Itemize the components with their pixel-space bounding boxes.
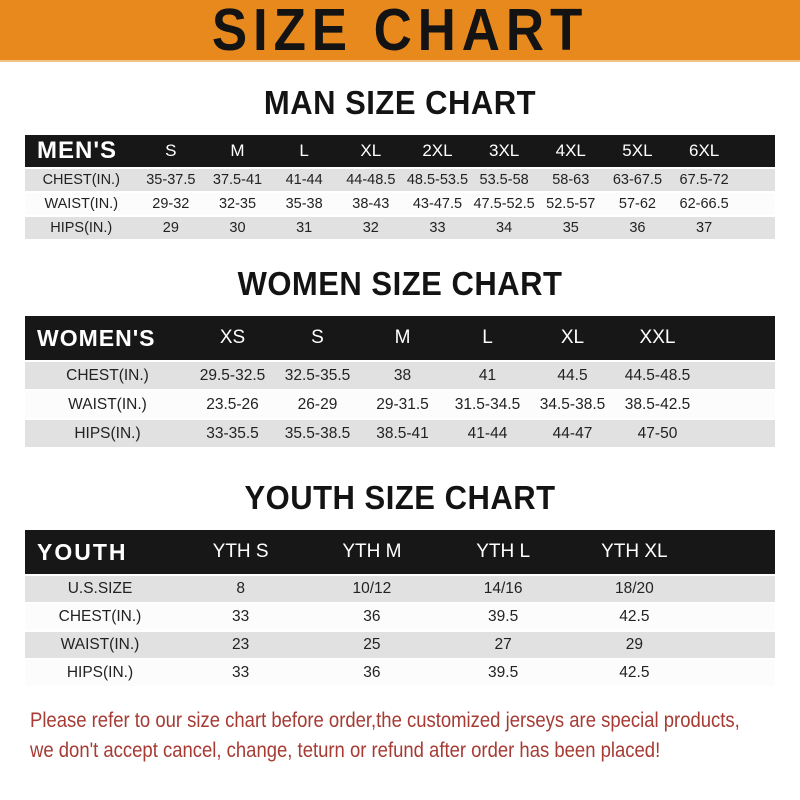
- column-header: XS: [190, 316, 275, 361]
- table-row: [25, 603, 775, 631]
- row-spacer-cell: [700, 361, 775, 390]
- size-cell: 30: [229, 220, 246, 236]
- size-cell: 41-44: [285, 172, 323, 188]
- size-cell: 14/16: [483, 580, 523, 597]
- size-cell: 47-50: [637, 424, 678, 442]
- size-cell: 29-31.5: [376, 395, 429, 413]
- size-table: [25, 135, 775, 241]
- size-cell: 41-44: [467, 424, 508, 442]
- size-cell: 25: [363, 636, 381, 653]
- row-label: HIPS(IN.): [50, 220, 113, 236]
- footer-line-2: [30, 736, 800, 766]
- size-cell: 58-63: [552, 172, 590, 188]
- size-table: [25, 316, 775, 449]
- row-spacer-cell: [700, 631, 775, 659]
- table-row: [25, 419, 775, 448]
- women-size-chart-section: [25, 264, 775, 449]
- column-header: M: [204, 135, 271, 168]
- table-row: [25, 192, 775, 216]
- size-cell: 32: [362, 220, 379, 236]
- table-row: [25, 361, 775, 390]
- size-cell: 35: [562, 220, 579, 236]
- footer-line-2-text: we don't accept cancel, change, teturn or refund after order has been placed!: [30, 739, 661, 762]
- column-header: XL: [530, 316, 615, 361]
- size-cell: 34: [496, 220, 513, 236]
- size-cell: 38-43: [352, 196, 390, 212]
- table-header-row: [25, 316, 775, 361]
- table-row: [25, 575, 775, 603]
- row-spacer-cell: [738, 168, 776, 192]
- size-cell: 37: [696, 220, 713, 236]
- row-label: HIPS(IN.): [66, 664, 134, 681]
- banner: [0, 0, 800, 62]
- row-label: CHEST(IN.): [58, 608, 142, 625]
- header-spacer-cell: [738, 135, 776, 168]
- size-cell: 29-32: [152, 196, 190, 212]
- size-cell: 23.5-26: [206, 395, 259, 413]
- row-spacer-cell: [700, 575, 775, 603]
- size-cell: 33: [232, 608, 250, 625]
- column-header: L: [271, 135, 338, 168]
- column-header: YTH L: [438, 530, 569, 575]
- size-cell: 44.5-48.5: [624, 366, 691, 384]
- column-header: YTH XL: [569, 530, 700, 575]
- table-name-cell: YOUTH: [25, 530, 175, 575]
- column-header: 2XL: [404, 135, 471, 168]
- footer-note: [30, 706, 800, 766]
- column-header: 3XL: [471, 135, 538, 168]
- column-header: XXL: [615, 316, 700, 361]
- youth-size-chart-section: [25, 478, 775, 688]
- header-spacer-cell: [700, 316, 775, 361]
- size-cell: 39.5: [488, 608, 519, 625]
- size-cell: 38.5-42.5: [624, 395, 691, 413]
- size-cell: 53.5-58: [479, 172, 529, 188]
- column-header: L: [445, 316, 530, 361]
- table-row: [25, 168, 775, 192]
- column-header: YTH S: [175, 530, 306, 575]
- size-cell: 32.5-35.5: [284, 366, 351, 384]
- size-cell: 8: [236, 580, 245, 597]
- size-cell: 38: [393, 366, 412, 384]
- column-header: XL: [337, 135, 404, 168]
- column-header: S: [275, 316, 360, 361]
- size-cell: 39.5: [488, 664, 519, 681]
- row-label: WAIST(IN.): [60, 636, 140, 653]
- size-cell: 31.5-34.5: [454, 395, 521, 413]
- size-cell: 44-48.5: [346, 172, 396, 188]
- section-title: MAN SIZE CHART: [263, 83, 537, 122]
- size-cell: 33: [232, 664, 250, 681]
- page-title: SIZE CHART: [211, 0, 589, 63]
- size-cell: 33-35.5: [206, 424, 259, 442]
- row-label: U.S.SIZE: [67, 580, 133, 597]
- size-cell: 32-35: [218, 196, 257, 212]
- column-header: 5XL: [604, 135, 671, 168]
- table-row: [25, 631, 775, 659]
- size-cell: 52.5-57: [546, 196, 596, 212]
- row-label: CHEST(IN.): [66, 366, 149, 384]
- size-cell: 35-37.5: [146, 172, 196, 188]
- size-cell: 26-29: [297, 395, 338, 413]
- size-cell: 27: [494, 636, 512, 653]
- size-cell: 41: [478, 366, 497, 384]
- table-header-row: [25, 135, 775, 168]
- size-cell: 29: [625, 636, 643, 653]
- section-title: YOUTH SIZE CHART: [244, 478, 556, 517]
- table-name-cell: WOMEN'S: [25, 316, 190, 361]
- man-size-chart-section: [25, 83, 775, 241]
- row-label: WAIST(IN.): [68, 395, 147, 413]
- size-cell: 36: [363, 664, 381, 681]
- size-cell: 36: [363, 608, 381, 625]
- row-spacer-cell: [738, 216, 776, 240]
- row-spacer-cell: [738, 192, 776, 216]
- table-row: [25, 216, 775, 240]
- row-label: CHEST(IN.): [42, 172, 120, 188]
- size-cell: 36: [629, 220, 646, 236]
- size-cell: 48.5-53.5: [406, 172, 469, 188]
- column-header: S: [138, 135, 205, 168]
- table-row: [25, 390, 775, 419]
- size-cell: 37.5-41: [212, 172, 263, 188]
- row-spacer-cell: [700, 659, 775, 687]
- size-cell: 57-62: [618, 196, 656, 212]
- size-cell: 34.5-38.5: [539, 395, 606, 413]
- size-cell: 44.5: [557, 366, 588, 384]
- footer-line-1-text: Please refer to our size chart before order,the customized jerseys are special products,: [30, 709, 740, 732]
- column-header: 6XL: [671, 135, 738, 168]
- size-cell: 67.5-72: [679, 172, 729, 188]
- size-cell: 10/12: [352, 580, 392, 597]
- row-spacer-cell: [700, 419, 775, 448]
- size-cell: 23: [232, 636, 250, 653]
- size-cell: 35.5-38.5: [284, 424, 351, 442]
- size-cell: 29.5-32.5: [199, 366, 266, 384]
- column-header: M: [360, 316, 445, 361]
- size-cell: 47.5-52.5: [473, 196, 535, 212]
- size-cell: 33: [429, 220, 446, 236]
- column-header: YTH M: [306, 530, 437, 575]
- size-cell: 43-47.5: [412, 196, 463, 212]
- table-name-cell: MEN'S: [25, 135, 138, 168]
- row-spacer-cell: [700, 603, 775, 631]
- section-title: WOMEN SIZE CHART: [237, 264, 563, 303]
- charts-area: [0, 83, 800, 688]
- table-header-row: [25, 530, 775, 575]
- size-cell: 42.5: [619, 608, 650, 625]
- row-spacer-cell: [700, 390, 775, 419]
- size-cell: 31: [296, 220, 313, 236]
- size-cell: 35-38: [285, 196, 323, 212]
- size-cell: 29: [162, 220, 179, 236]
- size-cell: 44-47: [552, 424, 593, 442]
- header-spacer-cell: [700, 530, 775, 575]
- size-cell: 38.5-41: [376, 424, 429, 442]
- size-cell: 63-67.5: [612, 172, 663, 188]
- row-label: HIPS(IN.): [74, 424, 141, 442]
- row-label: WAIST(IN.): [44, 196, 119, 212]
- footer-line-1: [30, 706, 800, 736]
- size-cell: 18/20: [614, 580, 654, 597]
- table-row: [25, 659, 775, 687]
- size-table: [25, 530, 775, 688]
- size-cell: 42.5: [619, 664, 650, 681]
- size-cell: 62-66.5: [679, 196, 729, 212]
- column-header: 4XL: [537, 135, 604, 168]
